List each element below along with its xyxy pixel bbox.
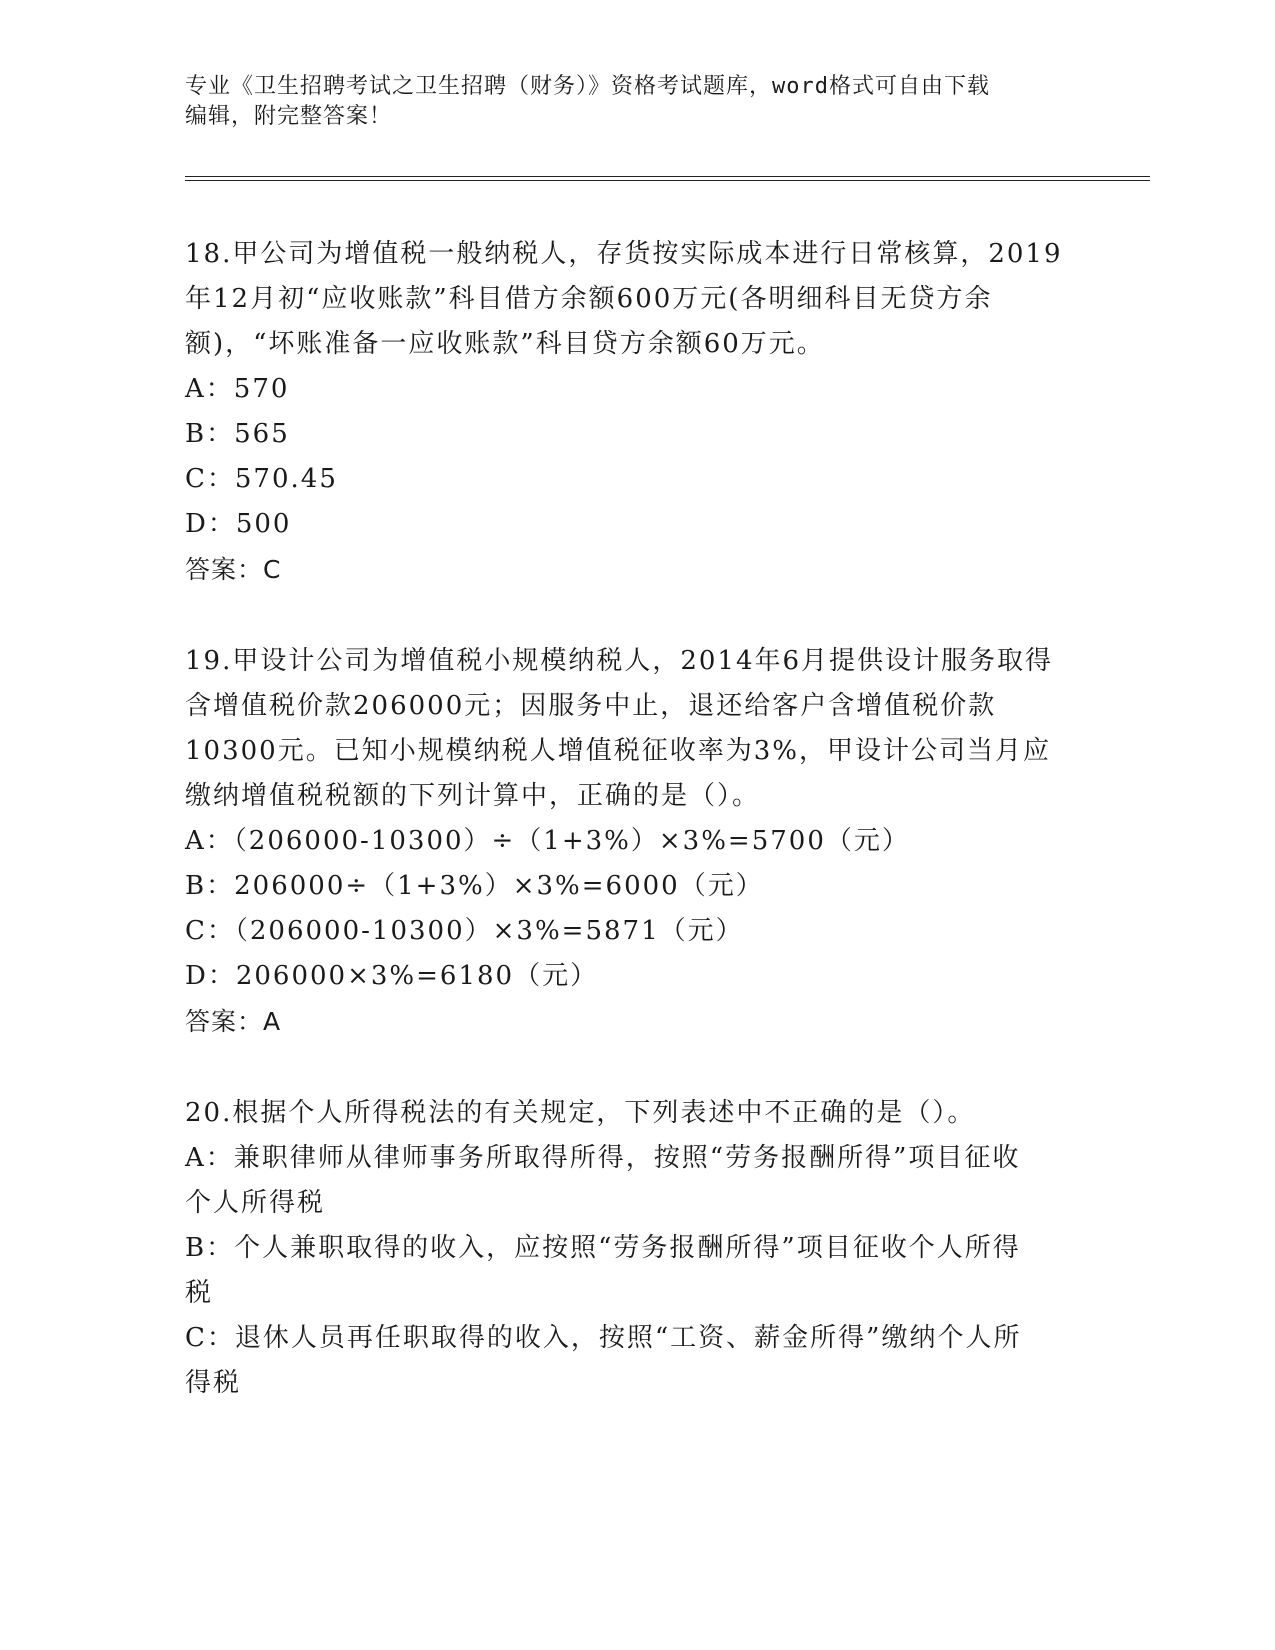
header-line-2: 编辑，附完整答案！ (185, 104, 393, 129)
option-a: A：（206000-10300）÷（1+3%）×3%=5700（元） (185, 826, 910, 856)
question-text-line: 额)，“坏账准备一应收账款”科目贷方余额60万元。 (185, 329, 825, 359)
header-divider-top (185, 176, 1150, 177)
header-line-1: 专业《卫生招聘考试之卫生招聘（财务）》资格考试题库，word格式可自由下载 (185, 74, 990, 99)
option-a: A：570 (185, 374, 290, 404)
answer-line: 答案：A (185, 1007, 282, 1036)
option-a: A：兼职律师从律师事务所取得所得，按照“劳务报酬所得”项目征收 (185, 1143, 1021, 1173)
option-b: B：个人兼职取得的收入，应按照“劳务报酬所得”项目征收个人所得 (185, 1233, 1021, 1263)
question-text-line: 缴纳增值税税额的下列计算中，正确的是（）。 (185, 781, 761, 811)
header-divider-bottom (185, 180, 1150, 181)
question-text-line: 年12月初“应收账款”科目借方余额600万元(各明细科目无贷方余 (185, 284, 993, 314)
question-text-line: 19.甲设计公司为增值税小规模纳税人，2014年6月提供设计服务取得 (185, 646, 1054, 676)
option-d: D：500 (185, 509, 292, 539)
option-c-continuation: 得税 (185, 1368, 242, 1398)
answer-line: 答案：C (185, 555, 282, 584)
option-c: C：退休人员再任职取得的收入，按照“工资、薪金所得”缴纳个人所 (185, 1323, 1022, 1353)
question-spacer (185, 592, 1085, 639)
question-spacer (185, 1044, 1085, 1091)
question-text-line: 20.根据个人所得税法的有关规定，下列表述中不正确的是（）。 (185, 1098, 976, 1128)
option-b: B：565 (185, 419, 290, 449)
option-d: D：206000×3%=6180（元） (185, 961, 599, 991)
option-a-continuation: 个人所得税 (185, 1188, 326, 1218)
option-c: C：570.45 (185, 464, 338, 494)
question-19 (185, 639, 1085, 1044)
option-b: B：206000÷（1+3%）×3%=6000（元） (185, 871, 764, 901)
option-c: C：（206000-10300）×3%=5871（元） (185, 916, 744, 946)
option-b-continuation: 税 (185, 1278, 214, 1308)
question-text-line: 含增值税价款206000元；因服务中止，退还给客户含增值税价款 (185, 691, 997, 721)
question-text-line: 10300元。已知小规模纳税人增值税征收率为3%，甲设计公司当月应 (185, 736, 1051, 766)
document-header (185, 72, 1085, 132)
question-20 (185, 1091, 1085, 1406)
question-text-line: 18.甲公司为增值税一般纳税人，存货按实际成本进行日常核算，2019 (185, 239, 1063, 269)
question-18 (185, 232, 1085, 592)
question-list (185, 232, 1085, 1406)
